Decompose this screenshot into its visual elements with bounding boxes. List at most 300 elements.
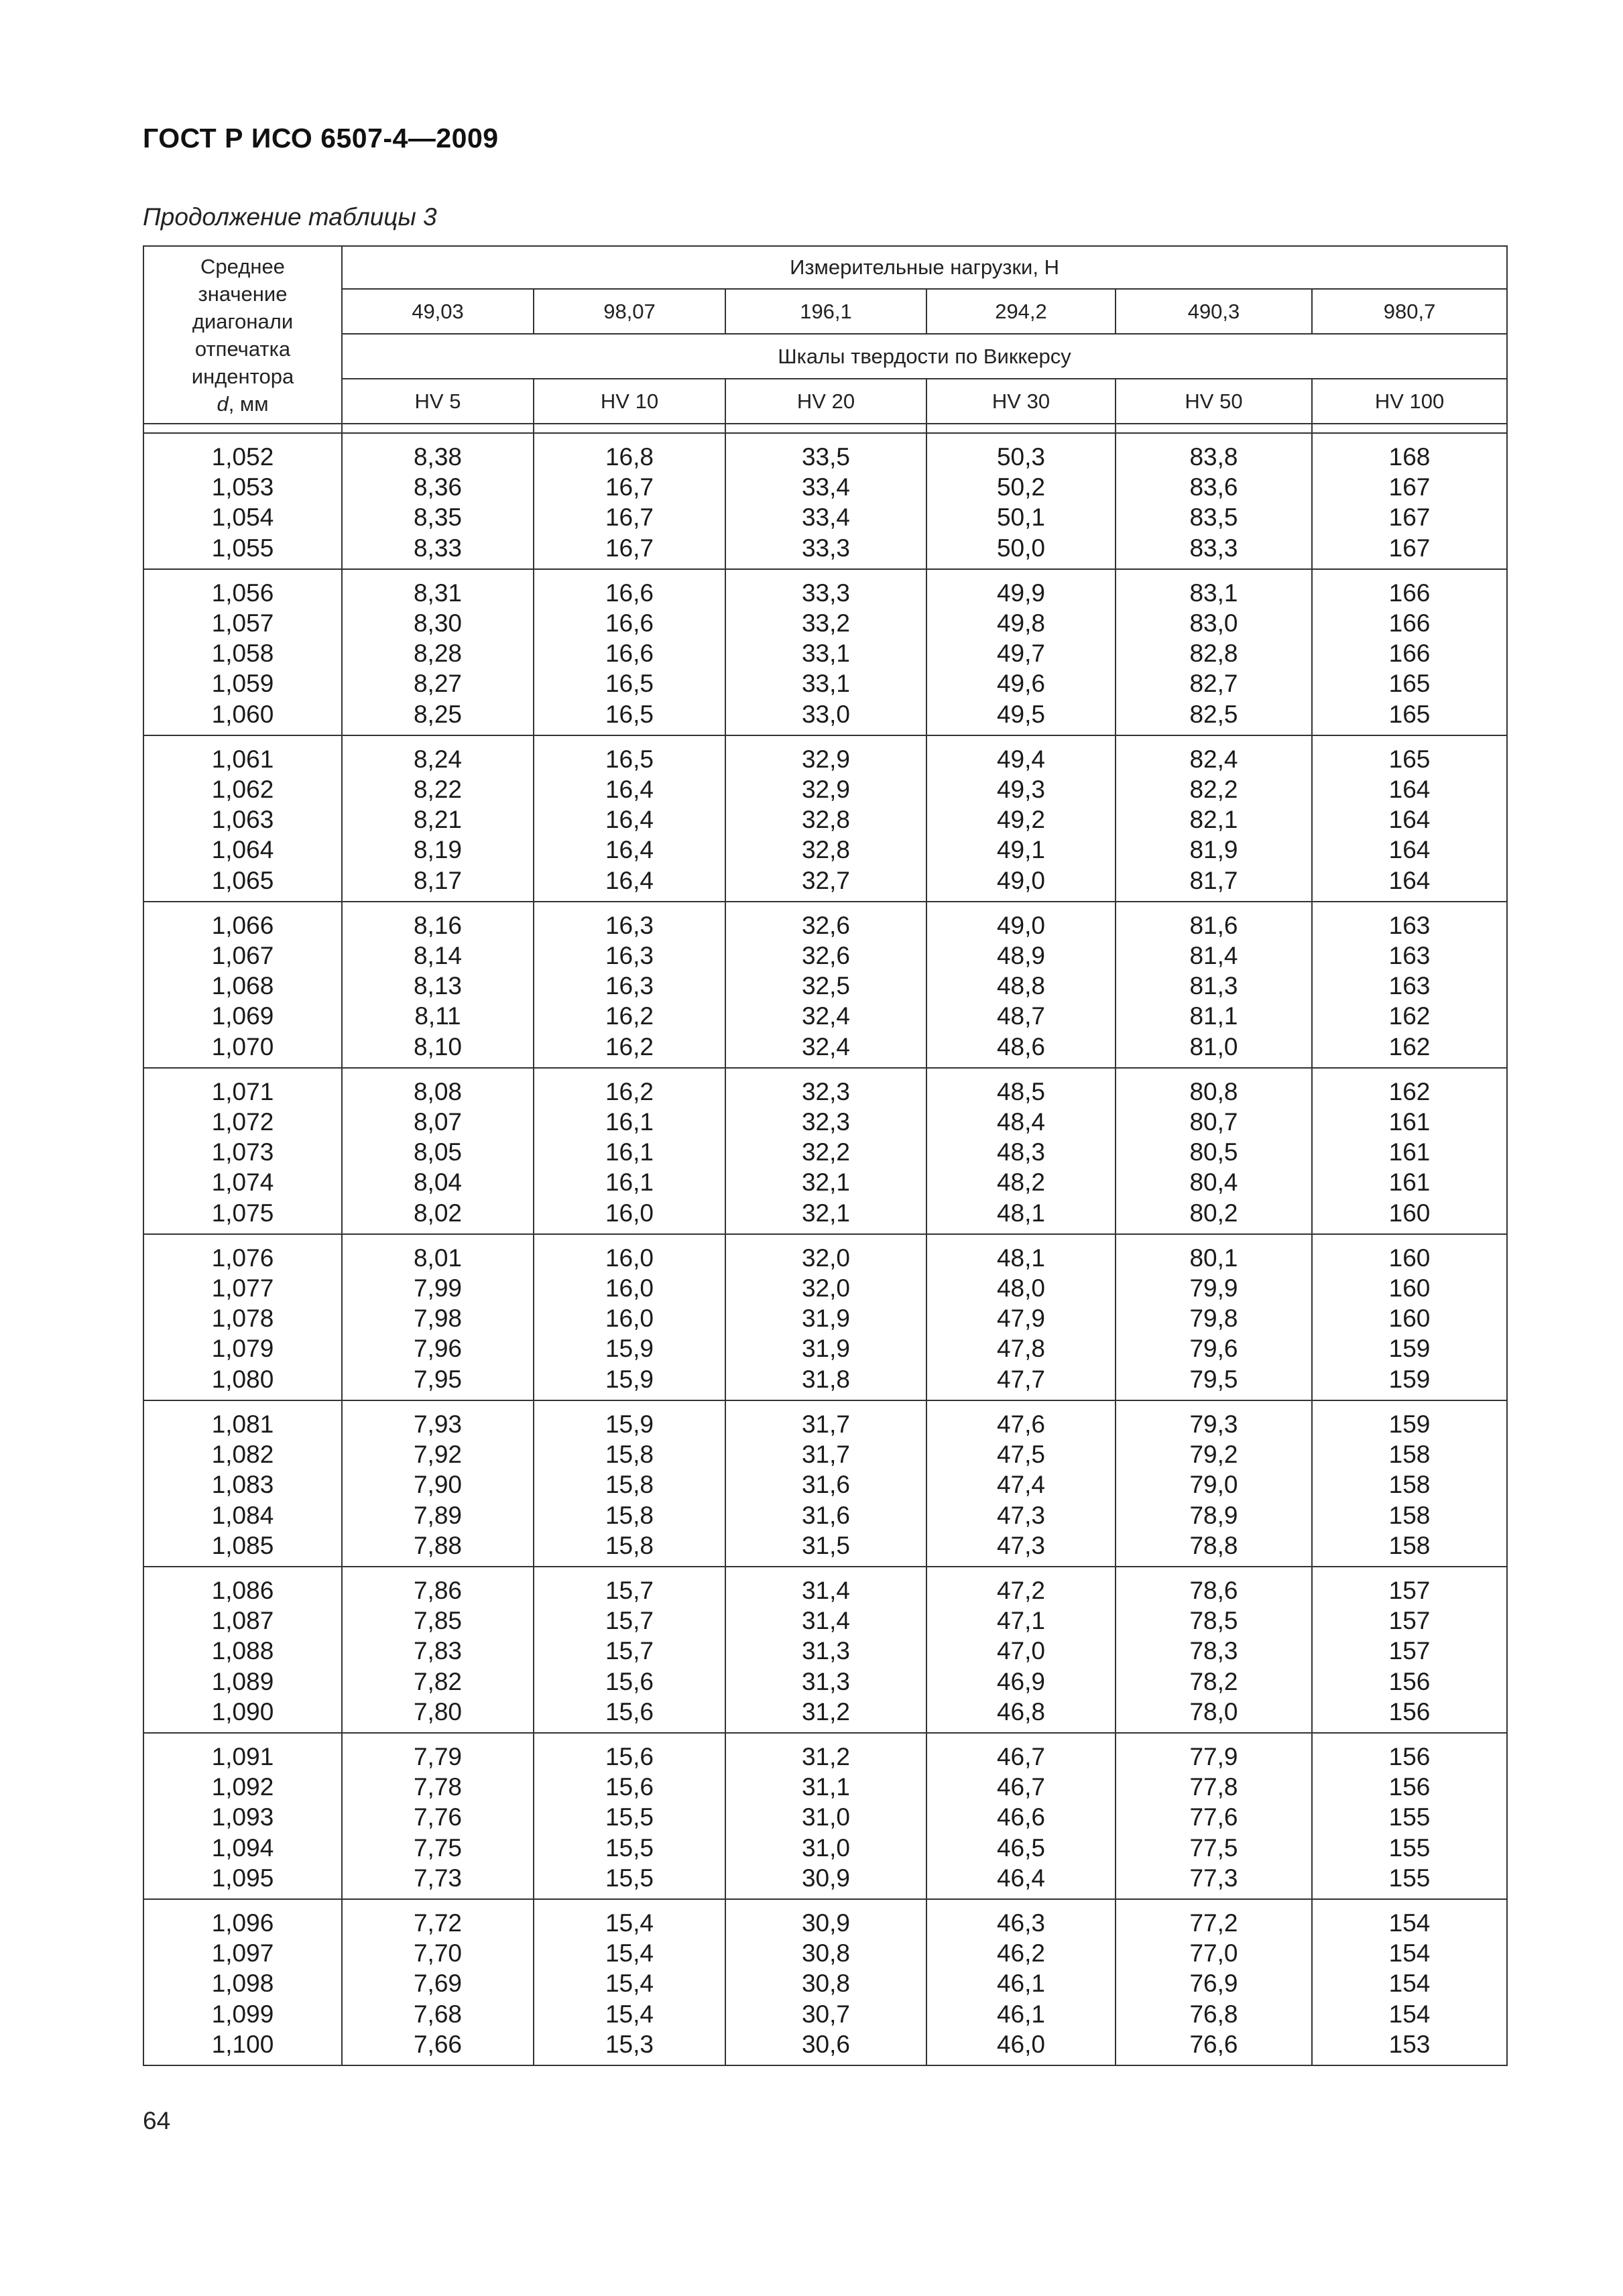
hv30-cell	[926, 1733, 1116, 1899]
hv10-cell	[534, 1733, 725, 1899]
hv30-value: 50,3	[996, 443, 1045, 471]
hv100-value: 154	[1388, 1939, 1431, 1968]
hv30-value: 49,8	[996, 609, 1045, 638]
hv10-value: 16,6	[605, 609, 654, 638]
hv5-value: 8,35	[413, 503, 462, 532]
hv100-value: 163	[1388, 911, 1431, 939]
scale-label: HV 5	[342, 379, 534, 424]
hv10-value: 16,8	[605, 443, 654, 471]
diagonal-value: 1,052	[211, 443, 274, 471]
header-separator	[143, 424, 1507, 433]
hv10-cell	[534, 433, 725, 569]
hv100-value: 156	[1388, 1742, 1431, 1770]
scale-label: HV 20	[725, 379, 926, 424]
diagonal-value: 1,061	[211, 745, 274, 773]
table-row-group	[143, 1899, 1507, 2065]
hv100-value: 165	[1388, 700, 1431, 728]
hv10-value: 16,0	[605, 1199, 654, 1227]
diagonal-value: 1,072	[211, 1108, 274, 1136]
diagonal-value: 1,066	[211, 911, 274, 939]
hv100-value: 160	[1388, 1199, 1431, 1227]
hv5-cell	[342, 433, 534, 569]
hv50-value: 78,3	[1189, 1637, 1238, 1665]
hv10-value: 16,5	[605, 670, 654, 698]
hv30-value: 47,4	[996, 1471, 1045, 1499]
hv10-value: 15,9	[605, 1410, 654, 1438]
hv100-value: 157	[1388, 1576, 1431, 1604]
hv5-value: 8,30	[413, 609, 462, 638]
hv50-value: 80,7	[1189, 1108, 1238, 1136]
hv30-value: 49,0	[996, 866, 1045, 894]
hv100-value: 158	[1388, 1531, 1431, 1559]
hv10-cell	[534, 1567, 725, 1733]
hv20-cell	[725, 1400, 926, 1567]
hv100-value: 163	[1388, 972, 1431, 1000]
hv50-value: 78,8	[1189, 1531, 1238, 1559]
hv30-value: 46,7	[996, 1773, 1045, 1801]
diagonal-value: 1,080	[211, 1365, 274, 1393]
hv20-value: 32,4	[801, 1002, 850, 1030]
hv5-value: 7,82	[413, 1667, 462, 1695]
hv10-value: 15,7	[605, 1637, 654, 1665]
hv20-value: 33,2	[801, 609, 850, 638]
hv30-value: 47,9	[996, 1305, 1045, 1333]
hv10-value: 15,4	[605, 1970, 654, 1998]
table-caption: Продолжение таблицы 3	[143, 203, 437, 231]
hv10-value: 15,6	[605, 1667, 654, 1695]
hv10-value: 16,0	[605, 1305, 654, 1333]
hv50-value: 81,0	[1189, 1032, 1238, 1061]
hv30-value: 46,8	[996, 1697, 1045, 1726]
hv50-value: 78,9	[1189, 1501, 1238, 1529]
hv10-value: 15,6	[605, 1773, 654, 1801]
hv100-cell	[1312, 735, 1507, 902]
hv30-value: 48,6	[996, 1032, 1045, 1061]
hv100-value: 155	[1388, 1803, 1431, 1831]
hv10-value: 15,8	[605, 1531, 654, 1559]
hv30-value: 48,8	[996, 972, 1045, 1000]
scales-header: Шкалы твердости по Виккерсу	[342, 334, 1507, 379]
hv5-value: 8,33	[413, 534, 462, 562]
hv10-value: 16,2	[605, 1077, 654, 1105]
hv5-value: 8,11	[414, 1002, 461, 1030]
hv20-value: 32,8	[801, 806, 850, 834]
hv100-value: 156	[1388, 1773, 1431, 1801]
hv30-value: 49,2	[996, 806, 1045, 834]
hv5-value: 7,76	[413, 1803, 462, 1831]
hv50-value: 77,6	[1189, 1803, 1238, 1831]
hv5-value: 7,86	[413, 1576, 462, 1604]
hv50-value: 78,5	[1189, 1607, 1238, 1635]
hv50-value: 83,1	[1189, 579, 1238, 607]
diagonal-value: 1,055	[211, 534, 274, 562]
diagonal-value: 1,060	[211, 700, 274, 728]
hv20-value: 33,5	[801, 443, 850, 471]
table-header	[143, 246, 1507, 433]
diagonal-value: 1,062	[211, 776, 274, 804]
d-cell	[143, 569, 342, 735]
hv10-cell	[534, 735, 725, 902]
hv20-value: 32,6	[801, 942, 850, 970]
hv50-value: 77,8	[1189, 1773, 1238, 1801]
hv5-value: 7,78	[413, 1773, 462, 1801]
hv10-value: 15,5	[605, 1803, 654, 1831]
hv20-value: 31,1	[801, 1773, 850, 1801]
hv30-cell	[926, 569, 1116, 735]
hv5-value: 8,22	[413, 776, 462, 804]
hv100-cell	[1312, 1899, 1507, 2065]
hv20-value: 31,3	[801, 1667, 850, 1695]
table-row-group	[143, 735, 1507, 902]
hv5-value: 7,80	[413, 1697, 462, 1726]
hv30-value: 49,7	[996, 640, 1045, 668]
hv20-cell	[725, 433, 926, 569]
d-cell	[143, 1400, 342, 1567]
hv20-value: 32,0	[801, 1244, 850, 1272]
table-row-group	[143, 1400, 1507, 1567]
diagonal-value: 1,074	[211, 1168, 274, 1197]
hv10-value: 15,4	[605, 1909, 654, 1937]
hv5-value: 7,90	[413, 1471, 462, 1499]
diagonal-value: 1,065	[211, 866, 274, 894]
scale-label: HV 10	[534, 379, 725, 424]
hv50-value: 82,4	[1189, 745, 1238, 773]
hv50-value: 83,8	[1189, 443, 1238, 471]
hv50-value: 80,2	[1189, 1199, 1238, 1227]
hv100-cell	[1312, 1733, 1507, 1899]
hv5-value: 7,89	[413, 1501, 462, 1529]
hv30-value: 47,8	[996, 1335, 1045, 1363]
hv10-value: 16,7	[605, 503, 654, 532]
hv100-value: 159	[1388, 1365, 1431, 1393]
table-body	[143, 433, 1507, 2065]
hv100-cell	[1312, 1567, 1507, 1733]
hv50-cell	[1116, 1899, 1312, 2065]
hv30-cell	[926, 1567, 1116, 1733]
hv20-value: 31,7	[801, 1441, 850, 1469]
hv10-value: 16,3	[605, 972, 654, 1000]
hv100-value: 162	[1388, 1077, 1431, 1105]
diagonal-value: 1,076	[211, 1244, 274, 1272]
hv30-value: 48,2	[996, 1168, 1045, 1197]
hv5-value: 8,36	[413, 473, 462, 501]
hv100-value: 168	[1388, 443, 1431, 471]
hv20-value: 32,9	[801, 776, 850, 804]
diagonal-value: 1,094	[211, 1833, 274, 1862]
hv100-cell	[1312, 569, 1507, 735]
hv5-value: 8,16	[413, 911, 462, 939]
diagonal-value: 1,089	[211, 1667, 274, 1695]
corner-line: диагонали	[192, 309, 294, 333]
hv30-value: 46,6	[996, 1803, 1045, 1831]
hv100-value: 156	[1388, 1667, 1431, 1695]
load-value: 294,2	[926, 289, 1116, 334]
diagonal-value: 1,070	[211, 1032, 274, 1061]
hv20-value: 33,3	[801, 534, 850, 562]
hv5-value: 8,19	[413, 836, 462, 864]
hv30-value: 50,2	[996, 473, 1045, 501]
hv5-value: 7,69	[413, 1970, 462, 1998]
hv30-value: 48,1	[996, 1244, 1045, 1272]
hv50-value: 76,8	[1189, 2000, 1238, 2028]
hv100-value: 162	[1388, 1002, 1431, 1030]
hv20-value: 32,9	[801, 745, 850, 773]
diagonal-unit: , мм	[228, 391, 269, 416]
hv100-value: 160	[1388, 1274, 1431, 1303]
hv30-value: 48,9	[996, 942, 1045, 970]
table-row-group	[143, 569, 1507, 735]
diagonal-value: 1,096	[211, 1909, 274, 1937]
d-cell	[143, 1567, 342, 1733]
d-cell	[143, 902, 342, 1068]
hv20-cell	[725, 1733, 926, 1899]
hv10-value: 16,2	[605, 1002, 654, 1030]
hv10-value: 15,8	[605, 1471, 654, 1499]
diagonal-value: 1,091	[211, 1742, 274, 1770]
hv5-value: 7,83	[413, 1637, 462, 1665]
diagonal-value: 1,054	[211, 503, 274, 532]
diagonal-value: 1,098	[211, 1970, 274, 1998]
hv100-value: 155	[1388, 1864, 1431, 1892]
diagonal-value: 1,071	[211, 1077, 274, 1105]
hv50-value: 77,3	[1189, 1864, 1238, 1892]
hv20-value: 31,2	[801, 1697, 850, 1726]
hv100-value: 153	[1388, 2030, 1431, 2058]
hv30-value: 46,4	[996, 1864, 1045, 1892]
hv5-value: 8,28	[413, 640, 462, 668]
hv5-value: 8,14	[413, 942, 462, 970]
hv100-value: 157	[1388, 1607, 1431, 1635]
hv30-cell	[926, 1400, 1116, 1567]
hv5-value: 8,08	[413, 1077, 462, 1105]
hv100-cell	[1312, 433, 1507, 569]
hv20-value: 30,9	[801, 1909, 850, 1937]
hv30-value: 46,2	[996, 1939, 1045, 1968]
diagonal-value: 1,087	[211, 1607, 274, 1635]
hv50-value: 83,5	[1189, 503, 1238, 532]
hv10-value: 16,7	[605, 473, 654, 501]
hv5-value: 8,13	[413, 972, 462, 1000]
hv5-value: 7,98	[413, 1305, 462, 1333]
hv10-value: 16,4	[605, 866, 654, 894]
hv5-value: 7,68	[413, 2000, 462, 2028]
hv10-cell	[534, 1400, 725, 1567]
hv5-value: 7,88	[413, 1531, 462, 1559]
hv30-cell	[926, 1234, 1116, 1400]
hv10-value: 16,3	[605, 942, 654, 970]
hv30-value: 46,3	[996, 1909, 1045, 1937]
hv30-value: 49,6	[996, 670, 1045, 698]
document-title: ГОСТ Р ИСО 6507-4—2009	[143, 123, 499, 154]
hv10-value: 16,6	[605, 640, 654, 668]
hv50-value: 81,4	[1189, 942, 1238, 970]
hv30-value: 49,0	[996, 911, 1045, 939]
hv10-value: 15,6	[605, 1742, 654, 1770]
hv100-value: 164	[1388, 836, 1431, 864]
table-row-group	[143, 1068, 1507, 1234]
d-cell	[143, 735, 342, 902]
hv50-value: 77,9	[1189, 1742, 1238, 1770]
hv30-value: 46,7	[996, 1742, 1045, 1770]
hv30-cell	[926, 1899, 1116, 2065]
hv10-value: 16,4	[605, 836, 654, 864]
hv100-value: 166	[1388, 640, 1431, 668]
hv20-value: 31,9	[801, 1305, 850, 1333]
hv30-cell	[926, 735, 1116, 902]
hv100-value: 158	[1388, 1441, 1431, 1469]
diagonal-value: 1,053	[211, 473, 274, 501]
hv10-value: 16,1	[605, 1138, 654, 1166]
hv20-value: 30,6	[801, 2030, 850, 2058]
hv20-value: 32,6	[801, 911, 850, 939]
hv50-value: 80,4	[1189, 1168, 1238, 1197]
diagonal-value: 1,099	[211, 2000, 274, 2028]
hv100-value: 154	[1388, 1909, 1431, 1937]
hv50-value: 79,9	[1189, 1274, 1238, 1303]
hv30-cell	[926, 1068, 1116, 1234]
hv50-value: 81,1	[1189, 1002, 1238, 1030]
hv5-value: 8,21	[413, 806, 462, 834]
hv20-value: 32,4	[801, 1032, 850, 1061]
hv20-value: 31,2	[801, 1742, 850, 1770]
scale-label: HV 30	[926, 379, 1116, 424]
hv30-value: 49,5	[996, 700, 1045, 728]
hv50-value: 76,6	[1189, 2030, 1238, 2058]
hv100-value: 158	[1388, 1471, 1431, 1499]
hv10-value: 15,7	[605, 1576, 654, 1604]
diagonal-value: 1,086	[211, 1576, 274, 1604]
hv50-cell	[1116, 1068, 1312, 1234]
hv100-cell	[1312, 1068, 1507, 1234]
hv50-value: 81,6	[1189, 911, 1238, 939]
hv30-value: 47,3	[996, 1531, 1045, 1559]
hv100-value: 167	[1388, 534, 1431, 562]
hv30-value: 49,4	[996, 745, 1045, 773]
hv100-value: 156	[1388, 1697, 1431, 1726]
hv50-value: 77,5	[1189, 1833, 1238, 1862]
hv10-value: 16,5	[605, 700, 654, 728]
hv5-value: 8,02	[413, 1199, 462, 1227]
hv30-value: 47,2	[996, 1576, 1045, 1604]
hv20-value: 33,3	[801, 579, 850, 607]
hv20-cell	[725, 569, 926, 735]
hv10-cell	[534, 1899, 725, 2065]
hv30-value: 50,1	[996, 503, 1045, 532]
hv100-value: 164	[1388, 776, 1431, 804]
hv5-value: 7,96	[413, 1335, 462, 1363]
hardness-table	[143, 245, 1508, 2066]
hv20-value: 31,4	[801, 1576, 850, 1604]
hv50-value: 81,3	[1189, 972, 1238, 1000]
hv20-value: 31,0	[801, 1833, 850, 1862]
hv100-value: 154	[1388, 2000, 1431, 2028]
hv10-value: 16,7	[605, 534, 654, 562]
hv5-value: 8,25	[413, 700, 462, 728]
diagonal-value: 1,059	[211, 670, 274, 698]
hv100-value: 166	[1388, 609, 1431, 638]
hv10-value: 15,6	[605, 1697, 654, 1726]
hv20-value: 32,3	[801, 1108, 850, 1136]
hv100-value: 167	[1388, 473, 1431, 501]
hv100-value: 165	[1388, 670, 1431, 698]
corner-line: индентора	[191, 364, 294, 388]
hv10-value: 16,0	[605, 1274, 654, 1303]
hv30-value: 46,9	[996, 1667, 1045, 1695]
hv50-value: 82,8	[1189, 640, 1238, 668]
hv50-cell	[1116, 735, 1312, 902]
hv10-value: 15,9	[605, 1365, 654, 1393]
hv30-value: 47,5	[996, 1441, 1045, 1469]
hv5-value: 7,75	[413, 1833, 462, 1862]
diagonal-value: 1,075	[211, 1199, 274, 1227]
hv5-value: 7,85	[413, 1607, 462, 1635]
hv20-value: 33,4	[801, 473, 850, 501]
load-value: 98,07	[534, 289, 725, 334]
hv5-value: 8,27	[413, 670, 462, 698]
hv50-value: 83,3	[1189, 534, 1238, 562]
diagonal-value: 1,079	[211, 1335, 274, 1363]
hv30-value: 48,4	[996, 1108, 1045, 1136]
hv20-value: 32,2	[801, 1138, 850, 1166]
hv20-value: 30,8	[801, 1970, 850, 1998]
hv100-value: 160	[1388, 1305, 1431, 1333]
hv20-value: 33,4	[801, 503, 850, 532]
hv5-value: 8,04	[413, 1168, 462, 1197]
hv30-value: 47,1	[996, 1607, 1045, 1635]
diagonal-symbol: d	[217, 391, 229, 416]
diagonal-value: 1,064	[211, 836, 274, 864]
load-value: 490,3	[1116, 289, 1312, 334]
hv20-value: 30,7	[801, 2000, 850, 2028]
hv30-value: 48,3	[996, 1138, 1045, 1166]
hv5-value: 8,24	[413, 745, 462, 773]
hv10-cell	[534, 1068, 725, 1234]
diagonal-value: 1,069	[211, 1002, 274, 1030]
hv100-cell	[1312, 1234, 1507, 1400]
hv20-value: 33,0	[801, 700, 850, 728]
hv100-value: 164	[1388, 866, 1431, 894]
diagonal-value: 1,078	[211, 1305, 274, 1333]
hv10-value: 15,4	[605, 1939, 654, 1968]
loads-header: Измерительные нагрузки, Н	[342, 246, 1507, 289]
corner-line: отпечатка	[194, 337, 291, 361]
hv50-value: 81,7	[1189, 866, 1238, 894]
hv50-value: 82,2	[1189, 776, 1238, 804]
hv30-value: 46,1	[996, 1970, 1045, 1998]
hv30-value: 47,3	[996, 1501, 1045, 1529]
hv100-value: 161	[1388, 1168, 1431, 1197]
hv20-value: 31,3	[801, 1637, 850, 1665]
hv5-value: 8,05	[413, 1138, 462, 1166]
hv30-value: 46,0	[996, 2030, 1045, 2058]
hv5-value: 8,17	[413, 866, 462, 894]
hv20-value: 31,6	[801, 1471, 850, 1499]
hv20-value: 32,1	[801, 1199, 850, 1227]
hv10-cell	[534, 902, 725, 1068]
hv5-cell	[342, 902, 534, 1068]
hv100-value: 166	[1388, 579, 1431, 607]
hv100-value: 157	[1388, 1637, 1431, 1665]
diagonal-value: 1,068	[211, 972, 274, 1000]
hv100-value: 159	[1388, 1410, 1431, 1438]
hv5-value: 8,38	[413, 443, 462, 471]
diagonal-header	[143, 246, 342, 424]
hv10-value: 15,9	[605, 1335, 654, 1363]
hv5-cell	[342, 569, 534, 735]
hv10-value: 16,3	[605, 911, 654, 939]
hv30-value: 46,1	[996, 2000, 1045, 2028]
hv5-value: 7,66	[413, 2030, 462, 2058]
